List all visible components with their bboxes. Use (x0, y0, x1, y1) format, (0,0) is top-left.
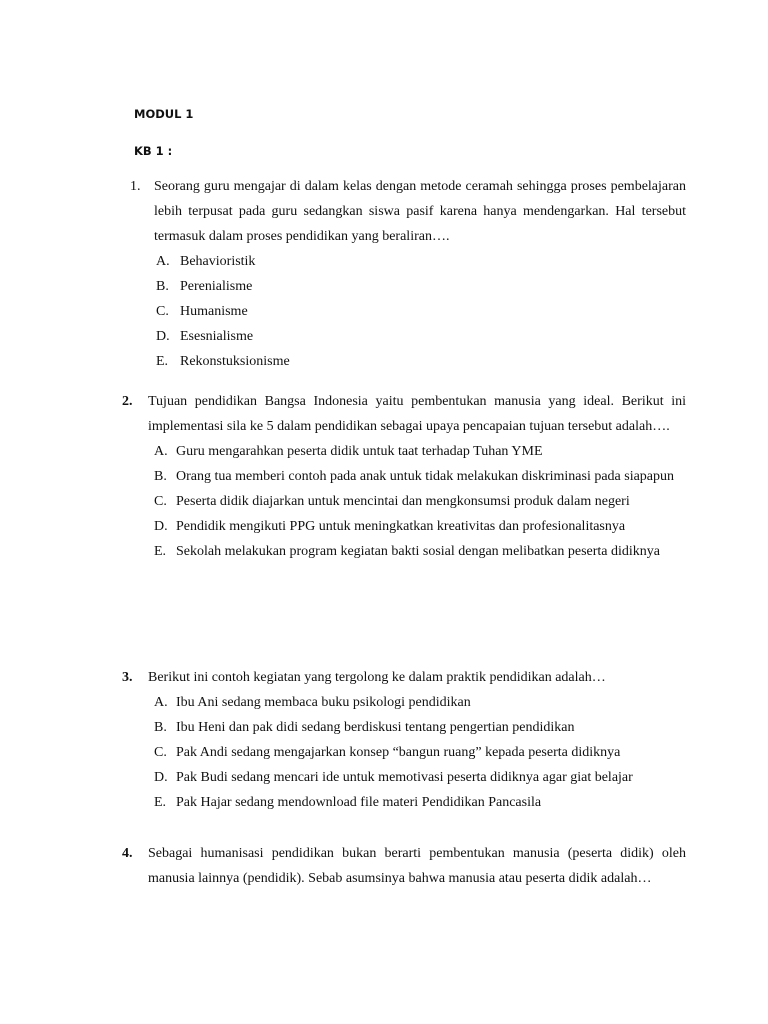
option-a (154, 690, 686, 715)
question-number: 2. (122, 394, 133, 409)
option-letter: A. (154, 695, 168, 710)
question-3 (122, 665, 686, 815)
question-text: Tujuan pendidikan Bangsa Indonesia yaitu pembentukan manusia yang ideal. Berikut ini implementasi sila ke 5 dalam pendidikan sebagai upaya pencapaian tujuan tersebut adalah…. (148, 394, 686, 434)
option-letter: A. (156, 254, 170, 269)
option-letter: C. (154, 745, 167, 760)
option-b (156, 274, 686, 299)
option-d (156, 324, 686, 349)
option-text: Pak Andi sedang mengajarkan konsep “bangun ruang” kepada peserta didiknya (176, 745, 621, 760)
option-letter: D. (156, 329, 170, 344)
option-letter: E. (156, 354, 169, 369)
question-number: 3. (122, 670, 133, 685)
option-text: Peserta didik diajarkan untuk mencintai dan mengkonsumsi produk dalam negeri (176, 494, 630, 509)
option-text: Ibu Heni dan pak didi sedang berdiskusi tentang pengertian pendidikan (176, 720, 575, 735)
question-number: 4. (122, 846, 133, 861)
option-e (156, 349, 686, 374)
question-2 (122, 389, 686, 564)
option-b (154, 715, 686, 740)
option-a (154, 439, 686, 464)
option-c (156, 299, 686, 324)
option-list (154, 439, 686, 564)
option-b (154, 464, 686, 489)
question-1 (130, 174, 686, 374)
question-text: Berikut ini contoh kegiatan yang tergolong ke dalam praktik pendidikan adalah… (148, 670, 606, 685)
option-d (154, 514, 686, 539)
option-letter: B. (156, 279, 169, 294)
option-text: Orang tua memberi contoh pada anak untuk tidak melakukan diskriminasi pada siapapun (176, 469, 675, 484)
option-letter: C. (154, 494, 167, 509)
question-text: Sebagai humanisasi pendidikan bukan berarti pembentukan manusia (peserta didik) oleh manusia lainnya (pendidik). Sebab asumsinya bahwa manusia atau peserta didik adalah… (148, 846, 686, 886)
option-list (154, 690, 686, 815)
option-c (154, 489, 686, 514)
option-text: Rekonstuksionisme (180, 354, 290, 369)
option-letter: D. (154, 770, 168, 785)
option-letter: B. (154, 720, 167, 735)
module-title: MODUL 1 (134, 107, 194, 121)
option-text: Ibu Ani sedang membaca buku psikologi pendidikan (176, 695, 471, 710)
question-4 (122, 841, 686, 891)
option-list (156, 249, 686, 374)
option-text: Humanisme (180, 304, 248, 319)
option-text: Behavioristik (180, 254, 256, 269)
option-text: Pak Budi sedang mencari ide untuk memotivasi peserta didiknya agar giat belajar (176, 770, 633, 785)
option-e (154, 790, 686, 815)
option-letter: E. (154, 795, 167, 810)
option-text: Pendidik mengikuti PPG untuk meningkatkan kreativitas dan profesionalitasnya (176, 519, 626, 534)
option-text: Pak Hajar sedang mendownload file materi Pendidikan Pancasila (176, 795, 542, 810)
option-letter: B. (154, 469, 167, 484)
option-a (156, 249, 686, 274)
option-c (154, 740, 686, 765)
option-letter: E. (154, 544, 167, 559)
option-text: Sekolah melakukan program kegiatan bakti sosial dengan melibatkan peserta didiknya (176, 544, 661, 559)
option-letter: C. (156, 304, 169, 319)
option-text: Perenialisme (180, 279, 253, 294)
option-text: Guru mengarahkan peserta didik untuk taat terhadap Tuhan YME (176, 444, 543, 459)
option-letter: D. (154, 519, 168, 534)
kb-label: KB 1 : (134, 144, 173, 158)
question-text: Seorang guru mengajar di dalam kelas dengan metode ceramah sehingga proses pembelajaran lebih terpusat pada guru sedangkan siswa pasif karena hanya mendengarkan. Hal tersebut termasuk dalam proses pendidikan yang beraliran…. (154, 179, 686, 244)
question-number: 1. (130, 179, 141, 194)
option-letter: A. (154, 444, 168, 459)
option-e (154, 539, 686, 564)
option-text: Esesnialisme (180, 329, 254, 344)
option-d (154, 765, 686, 790)
